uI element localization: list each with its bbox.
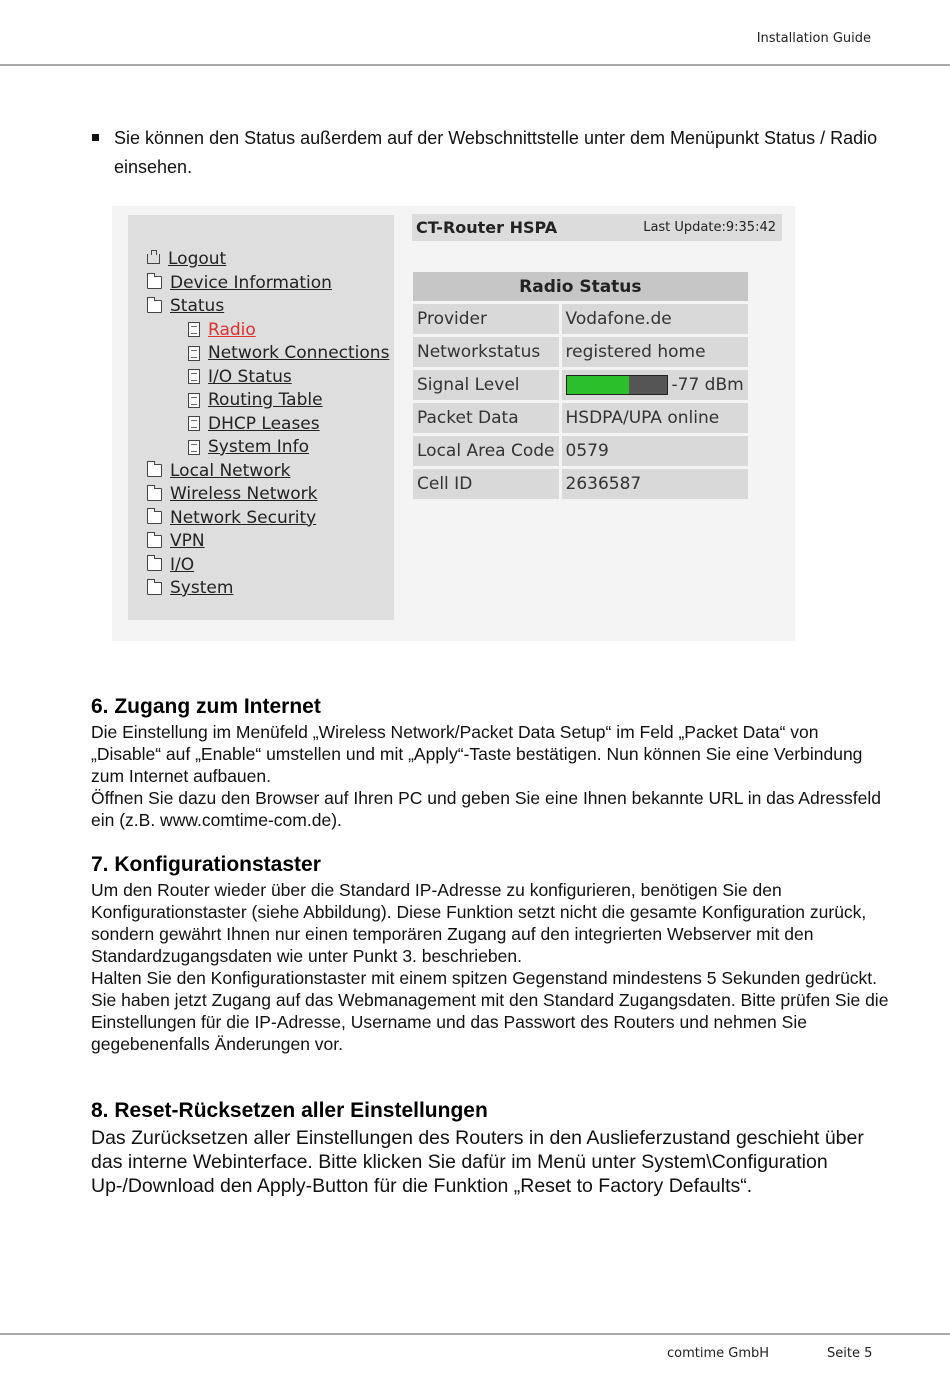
section6-heading: 6. Zugang zum Internet [91, 695, 321, 718]
radio-status-label: Cell ID [413, 469, 562, 499]
router-menu-label: Radio [208, 319, 256, 340]
page-icon [188, 440, 200, 455]
router-menu-item[interactable] [147, 531, 205, 551]
router-menu-item[interactable] [188, 390, 323, 410]
section8-paragraph: Das Zurücksetzen aller Einstellungen des Routers in den Auslieferzustand geschieht über das interne Webinterface. Bitte klicken Sie dafür im Menü unter System\Configuration Up-/Download den Apply-Button für die Funktion „Reset to Factory Defaults“. [91, 1127, 864, 1197]
last-update: Last Update:9:35:42 [643, 220, 776, 235]
footer-page-number: Seite 5 [827, 1346, 873, 1361]
radio-status-table [413, 269, 748, 502]
router-menu-label: Wireless Network [170, 484, 318, 504]
radio-status-label: Provider [413, 304, 562, 334]
header-rule [0, 64, 950, 66]
router-menu-item[interactable] [147, 249, 226, 269]
section6-paragraph: Die Einstellung im Menüfeld „Wireless Network/Packet Data Setup“ im Feld „Packet Data“ von „Disable“ auf „Enable“ umstellen und mit „Apply“-Taste bestätigen. Nun können Sie eine Verbindung zum Internet aufbauen. [91, 722, 863, 786]
router-menu-item[interactable] [188, 320, 256, 340]
router-menu-label: I/O Status [208, 366, 292, 387]
radio-status-value: -77 dBm [671, 375, 744, 395]
radio-status-label: Networkstatus [413, 337, 562, 367]
radio-status-label: Packet Data [413, 403, 562, 433]
section7-paragraph: Halten Sie den Konfigurationstaster mit einem spitzen Gegenstand mindestens 5 Sekunden gedrückt. [91, 968, 878, 988]
radio-status-value-cell [562, 370, 748, 400]
section8-body [91, 1126, 891, 1198]
router-screenshot [112, 206, 795, 641]
router-menu-item[interactable] [147, 461, 290, 481]
folder-icon [147, 276, 162, 289]
page-icon [188, 416, 200, 431]
footer-company: comtime GmbH [667, 1346, 770, 1361]
radio-status-value: Vodafone.de [565, 309, 672, 329]
radio-status-row [413, 370, 748, 400]
folder-icon [147, 464, 162, 477]
section6-paragraph: Öffnen Sie dazu den Browser auf Ihren PC und geben Sie eine Ihnen bekannte URL in das Adressfeld ein (z.B. www.comtime-com.de). [91, 788, 881, 830]
router-menu-label: DHCP Leases [208, 413, 320, 434]
radio-status-row [413, 337, 748, 367]
router-menu-label: VPN [170, 531, 205, 551]
router-menu-label: Network Security [170, 507, 317, 528]
router-menu-item[interactable] [147, 484, 318, 504]
radio-status-value-cell [562, 337, 748, 367]
router-name: CT-Router HSPA [416, 218, 558, 237]
page-icon [188, 393, 200, 408]
router-menu-panel [128, 215, 394, 620]
router-menu-label: Local Network [170, 460, 291, 481]
folder-icon [147, 511, 162, 524]
router-menu-item[interactable] [188, 414, 320, 434]
folder-icon [147, 558, 162, 571]
router-menu-item[interactable] [188, 367, 292, 387]
logout-icon [147, 254, 160, 264]
footer-rule [0, 1333, 950, 1335]
folder-icon [147, 300, 162, 313]
section7-heading: 7. Konfigurationstaster [91, 853, 321, 876]
section7-paragraph: Um den Router wieder über die Standard IP-Adresse zu konfigurieren, benötigen Sie den Konfigurationstaster (siehe Abbildung). Diese Funktion setzt nicht die gesamte Konfiguration zurück, sondern gewährt Ihnen nur einen temporären Zugang auf den integrierten Webserver mit den Standardzugangsdaten wie unter Punkt 3. beschrieben. [91, 880, 867, 966]
router-menu-label: System Info [208, 437, 309, 457]
router-menu-label: Logout [168, 249, 227, 269]
folder-icon [147, 582, 162, 595]
radio-status-row [413, 403, 748, 433]
router-menu-item[interactable] [188, 343, 389, 363]
router-menu-label: Status [170, 296, 225, 316]
router-menu-label: I/O [170, 554, 195, 575]
router-menu-item[interactable] [147, 508, 316, 528]
radio-status-value: 0579 [565, 441, 609, 461]
folder-icon [147, 535, 162, 548]
radio-status-value: 2636587 [565, 474, 642, 494]
signal-level-fill [567, 376, 629, 394]
page-icon [188, 346, 200, 361]
router-menu-item[interactable] [188, 437, 309, 457]
router-title-bar [412, 214, 782, 241]
radio-status-value-cell [562, 469, 748, 499]
radio-status-title: Radio Status [413, 272, 748, 301]
section8-heading: 8. Reset-Rücksetzen aller Einstellungen [91, 1099, 488, 1122]
router-menu-label: System [170, 578, 234, 598]
page-icon [188, 322, 200, 337]
router-menu-label: Routing Table [208, 390, 323, 410]
radio-status-value-cell [562, 436, 748, 466]
router-menu-item[interactable] [147, 578, 233, 598]
folder-icon [147, 488, 162, 501]
radio-status-label: Signal Level [413, 370, 562, 400]
intro-bullet-text: Sie können den Status außerdem auf der Webschnittstelle unter dem Menüpunkt Status / Radio einsehen. [114, 128, 878, 177]
router-menu-item[interactable] [147, 273, 332, 293]
radio-status-value-cell [562, 304, 748, 334]
router-menu-label: Network Connections [208, 343, 390, 363]
radio-status-row [413, 304, 748, 334]
radio-status-value-cell [562, 403, 748, 433]
section7-body [91, 879, 891, 1055]
router-menu-item[interactable] [147, 296, 224, 316]
radio-status-value: HSDPA/UPA online [565, 408, 720, 428]
section7-paragraph: Sie haben jetzt Zugang auf das Webmanagement mit den Standard Zugangsdaten. Bitte prüfen Sie die Einstellungen für die IP-Adresse, Username und das Passwort des Routers und nehmen Sie gegebenenfalls Änderungen vor. [91, 990, 889, 1054]
intro-bullet [92, 124, 882, 182]
section6-body [91, 721, 891, 831]
router-menu-item[interactable] [147, 555, 194, 575]
page-icon [188, 369, 200, 384]
radio-status-row [413, 469, 748, 499]
page-header-title: Installation Guide [756, 31, 871, 46]
bullet-mark-icon [92, 134, 99, 141]
radio-status-label: Local Area Code [413, 436, 562, 466]
signal-level-bar [566, 375, 668, 395]
router-menu-label: Device Information [170, 272, 332, 293]
radio-status-value: registered home [565, 342, 706, 362]
radio-status-row [413, 436, 748, 466]
